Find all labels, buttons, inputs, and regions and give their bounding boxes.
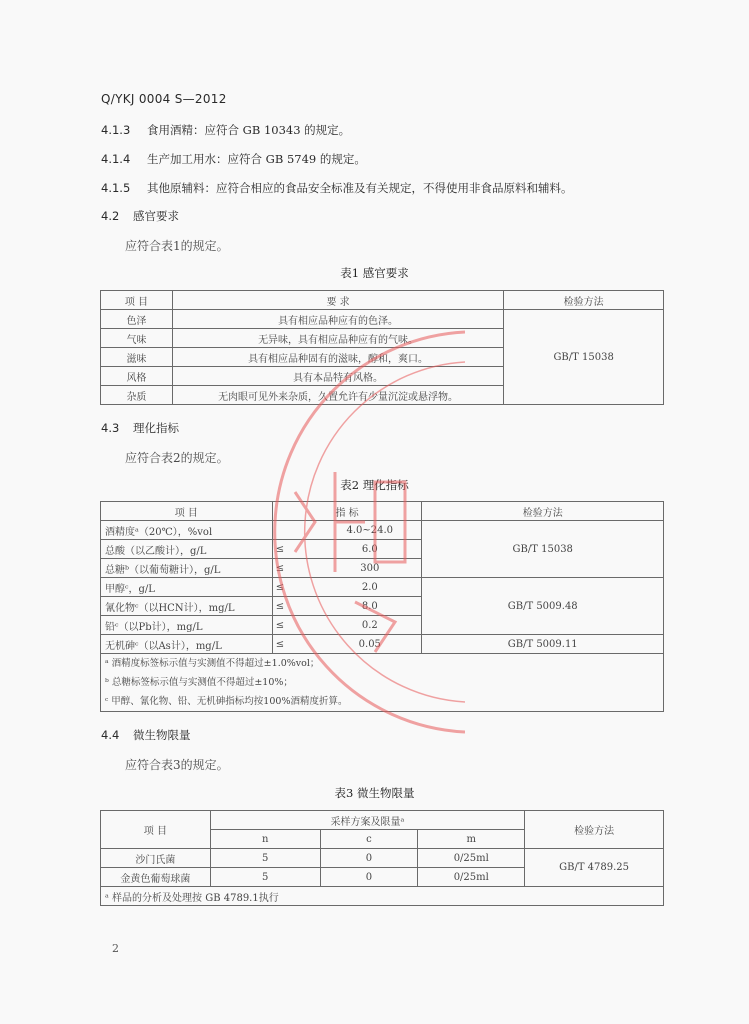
table-row: 氰化物ᶜ（以HCN计），mg/L ≤ 8.0 <box>101 597 664 616</box>
table-row: 总糖ᵇ（以葡萄糖计），g/L ≤ 300 <box>101 559 664 578</box>
table3-method-value: GB/T 4789.25 <box>525 849 664 887</box>
table-row: 色泽 具有相应品种应有的色泽。 GB/T 15038 <box>101 310 664 329</box>
table2-method-5009-11: GB/T 5009.11 <box>422 635 664 654</box>
table-row: 总酸（以乙酸计），g/L ≤ 6.0 <box>101 540 664 559</box>
section-4-3-body: 应符合表2的规定。 <box>125 451 229 465</box>
table-row: 甲醇ᶜ，g/L ≤ 2.0 GB/T 5009.48 <box>101 578 664 597</box>
section-4-1-3: 4.1.3 食用酒精：应符合 GB 10343 的规定。 <box>101 123 351 137</box>
section-4-4-body: 应符合表3的规定。 <box>125 758 229 772</box>
section-4-1-4: 4.1.4 生产加工用水：应符合 GB 5749 的规定。 <box>101 152 366 166</box>
table-row: 沙门氏菌 5 0 0/25ml GB/T 4789.25 <box>101 849 664 868</box>
table3-header-m: m <box>418 830 525 849</box>
table-row: 酒精度ᵃ（20℃），%vol 4.0~24.0 GB/T 15038 <box>101 521 664 540</box>
page-number: 2 <box>112 942 119 955</box>
table1-header-requirement: 要 求 <box>172 291 503 310</box>
table2-note-a: ᵃ 酒精度标签标示值与实测值不得超过±1.0%vol； <box>105 658 320 669</box>
section-4-2-heading: 4.2 感官要求 <box>101 209 179 223</box>
document-id: Q/YKJ 0004 S—2012 <box>101 92 227 106</box>
table1-header-method: 检验方法 <box>504 291 664 310</box>
table-row: 无机砷ᶜ（以As计），mg/L ≤ 0.05 GB/T 5009.11 <box>101 635 664 654</box>
table-row: 风格 具有本品特有风格。 <box>101 367 664 386</box>
table2-notes <box>101 654 664 712</box>
table1-sensory <box>100 290 664 405</box>
table2-method-5009-48: GB/T 5009.48 <box>422 578 664 635</box>
table-row: 金黄色葡萄球菌 5 0 0/25ml <box>101 868 664 887</box>
table1-method-value: GB/T 15038 <box>504 310 664 405</box>
table3-header-item: 项 目 <box>101 811 211 849</box>
table3-caption: 表3 微生物限量 <box>334 786 415 800</box>
table1-caption: 表1 感官要求 <box>340 266 409 280</box>
table3-header-method: 检验方法 <box>525 811 664 849</box>
table3-header-n: n <box>210 830 320 849</box>
table2-physicochemical <box>100 501 664 712</box>
table-row: 气味 无异味，具有相应品种应有的气味。 <box>101 329 664 348</box>
table2-header-item: 项 目 <box>101 502 273 521</box>
table3-header-c: c <box>320 830 418 849</box>
section-4-3-heading: 4.3 理化指标 <box>101 421 179 435</box>
table3-microbial <box>100 810 664 906</box>
table-row: 滋味 具有相应品种固有的滋味，醇和，爽口。 <box>101 348 664 367</box>
table-row: 铅ᶜ（以Pb计），mg/L ≤ 0.2 <box>101 616 664 635</box>
section-4-2-body: 应符合表1的规定。 <box>125 239 229 253</box>
section-4-4-heading: 4.4 微生物限量 <box>101 728 191 742</box>
table-row: 杂质 无肉眼可见外来杂质，久置允许有少量沉淀或悬浮物。 <box>101 386 664 405</box>
table3-header-sampling: 采样方案及限量ᵃ <box>210 811 524 830</box>
table3-note: ᵃ 样品的分析及处理按 GB 4789.1执行 <box>101 887 664 906</box>
table2-method-15038: GB/T 15038 <box>422 521 664 578</box>
table2-note-c: ᶜ 甲醇、氰化物、铅、无机砷指标均按100%酒精度折算。 <box>105 696 348 707</box>
section-4-1-5: 4.1.5 其他原辅料：应符合相应的食品安全标准及有关规定，不得使用非食品原料和辅料。 <box>101 181 573 195</box>
table2-header-index: 指 标 <box>272 502 422 521</box>
table2-note-b: ᵇ 总糖标签标示值与实测值不得超过±10%； <box>105 677 293 688</box>
table2-caption: 表2 理化指标 <box>340 478 409 492</box>
table2-header-method: 检验方法 <box>422 502 664 521</box>
table1-header-item: 项 目 <box>101 291 173 310</box>
